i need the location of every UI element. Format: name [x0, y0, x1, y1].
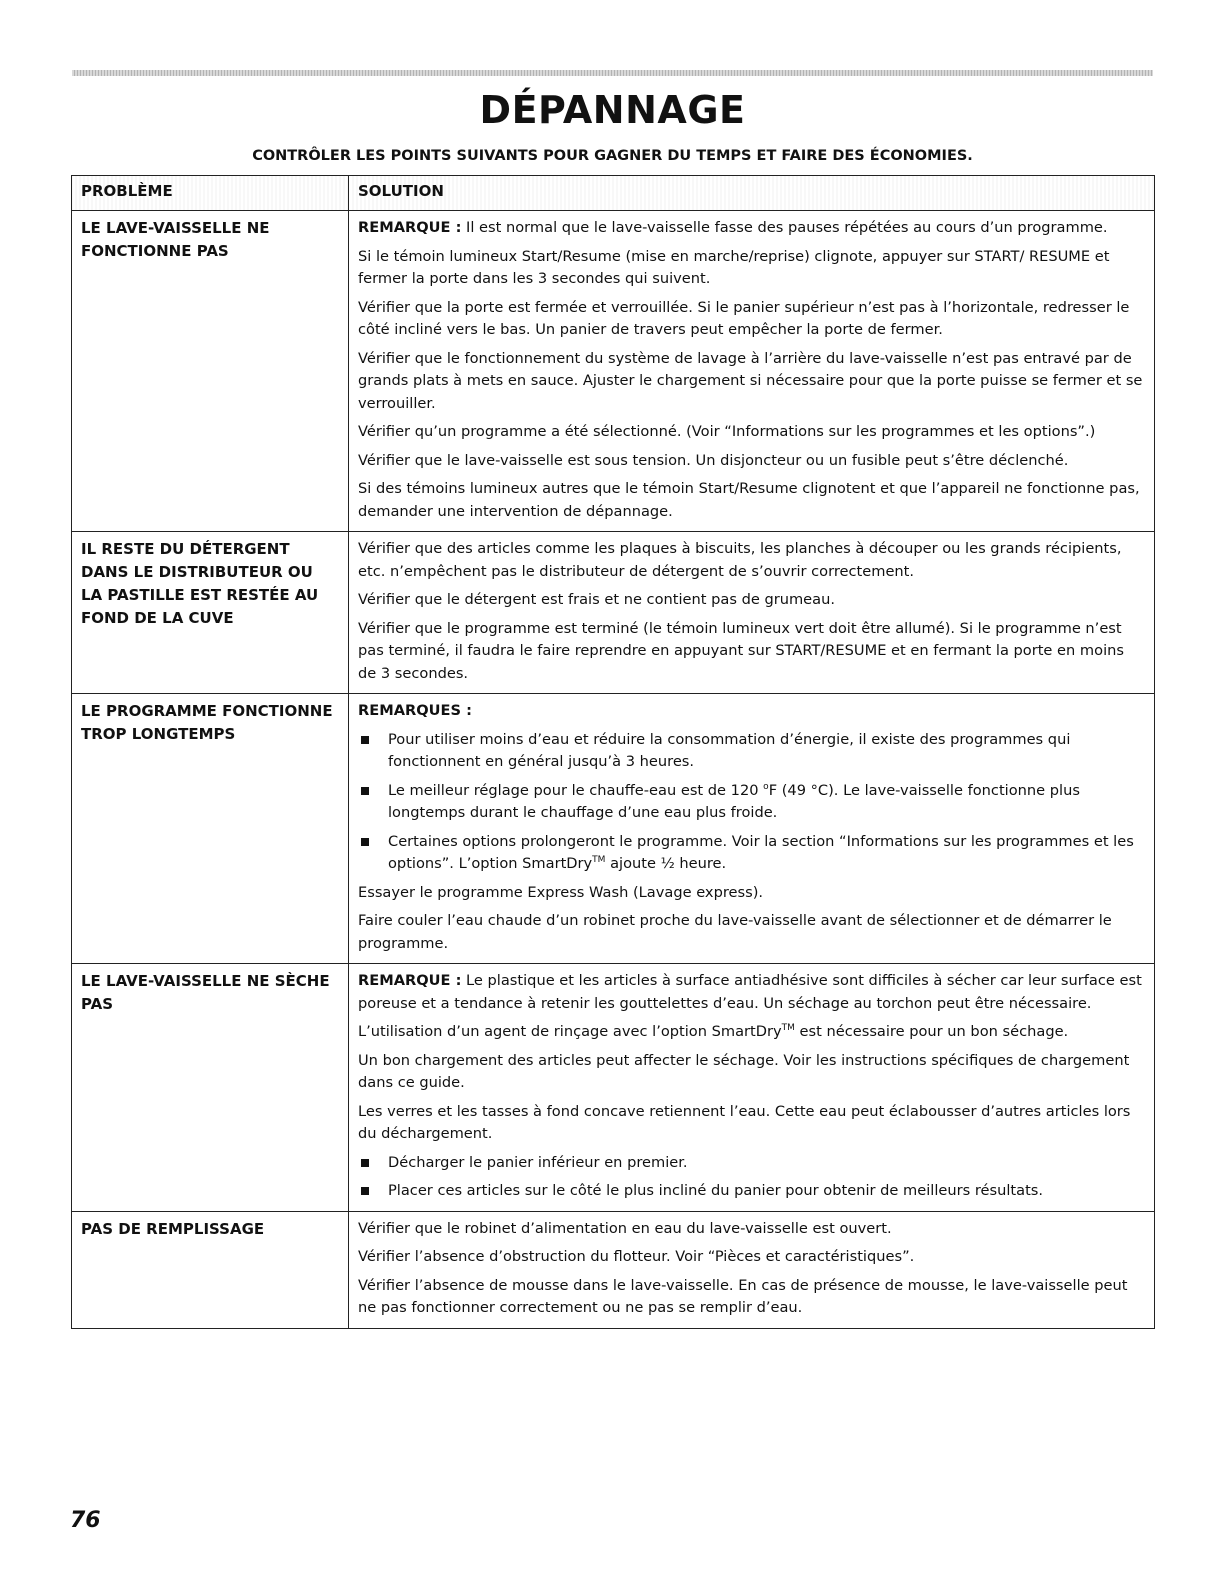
bullet-text: Le meilleur réglage pour le chauffe-eau est de 120 — [388, 781, 764, 799]
remark-text: Le plastique et les articles à surface antiadhésive sont difficiles à sécher car leur surface est poreuse et a tendance à retenir les gouttelettes d’eau. Un séchage au torchon peut être nécessaire. — [358, 972, 1142, 1012]
square-bullet-icon — [361, 838, 369, 846]
problem-cell: LE PROGRAMME FONCTIONNE TROP LONGTEMPS — [72, 694, 349, 964]
solution-paragraph: Vérifier que le programme est terminé (le témoin lumineux vert doit être allumé). Si le programme n’est pas terminé, il faudra le faire reprendre en appuyant sur START/RESUME et en fermant la porte en moins de 3 secondes. — [358, 619, 1124, 682]
square-bullet-icon — [361, 787, 369, 795]
paragraph-text: est nécessaire pour un bon séchage. — [794, 1023, 1069, 1040]
square-bullet-icon — [361, 1159, 369, 1167]
page-number: 76 — [70, 1508, 101, 1533]
bullet-item — [358, 1180, 1144, 1203]
bullet-text: Décharger le panier inférieur en premier. — [388, 1153, 688, 1171]
solution-cell — [349, 694, 1155, 964]
solution-paragraph — [358, 1021, 1144, 1044]
degree-superscript: o — [763, 781, 769, 792]
remark — [358, 970, 1144, 1015]
trademark-superscript: TM — [781, 1023, 795, 1034]
solution-cell — [349, 1211, 1155, 1328]
solution-paragraph: Vérifier que le détergent est frais et ne contient pas de grumeau. — [358, 591, 835, 608]
header-problem: PROBLÈME — [72, 176, 349, 211]
bullet-text: ajoute ½ heure. — [605, 855, 727, 872]
solution-cell — [349, 211, 1155, 532]
problem-cell: IL RESTE DU DÉTERGENT DANS LE DISTRIBUTEUR OU LA PASTILLE EST RESTÉE AU FOND DE LA CUVE — [72, 532, 349, 694]
solution-paragraph: Un bon chargement des articles peut affecter le séchage. Voir les instructions spécifiques de chargement dans ce guide. — [358, 1051, 1130, 1091]
paragraph-text: L’utilisation d’un agent de rinçage avec l’option SmartDry — [358, 1023, 782, 1040]
solution-cell — [349, 964, 1155, 1212]
table-row — [72, 211, 1155, 532]
remark-label: REMARQUE : — [358, 972, 462, 989]
solution-paragraph: Si des témoins lumineux autres que le témoin Start/Resume clignotent et que l’appareil ne fonctionne pas, demander une intervention de dépannage. — [358, 480, 1140, 520]
remark-label: REMARQUES : — [358, 702, 472, 719]
page-title: DÉPANNAGE — [479, 88, 746, 132]
header-solution: SOLUTION — [349, 176, 1155, 211]
solution-cell — [349, 532, 1155, 694]
page-subtitle: CONTRÔLER LES POINTS SUIVANTS POUR GAGNER DU TEMPS ET FAIRE DES ÉCONOMIES. — [252, 148, 973, 164]
table-row — [72, 1211, 1155, 1328]
bullet-text: F (49 °C). Le lave-vaisselle fonctionne plus longtemps durant le chauffage d’une eau plus froide. — [388, 781, 1080, 821]
bullet-text: Placer ces articles sur le côté le plus incliné du panier pour obtenir de meilleurs résultats. — [388, 1182, 1044, 1199]
table-header-row — [72, 176, 1155, 211]
bullet-text: Pour utiliser moins d’eau et réduire la consommation d’énergie, il existe des programmes qui fonctionnent en général jusqu’à 3 heures. — [388, 730, 1071, 770]
remark — [358, 700, 1144, 723]
solution-paragraph: Vérifier l’absence d’obstruction du flotteur. Voir “Pièces et caractéristiques”. — [358, 1248, 915, 1265]
problem-cell: PAS DE REMPLISSAGE — [72, 1211, 349, 1328]
remark-text: Il est normal que le lave-vaisselle fasse des pauses répétées au cours d’un programme. — [461, 219, 1108, 236]
table-row — [72, 694, 1155, 964]
table-row — [72, 532, 1155, 694]
bullet-item — [358, 1152, 1144, 1175]
solution-paragraph: Faire couler l’eau chaude d’un robinet proche du lave-vaisselle avant de sélectionner et de démarrer le programme. — [358, 912, 1112, 952]
remark-label: REMARQUE : — [358, 219, 462, 236]
bullet-text: Certaines options prolongeront le programme. Voir la section “Informations sur les programmes et les options”. L’option SmartDry — [388, 832, 1134, 872]
bullet-item — [358, 831, 1144, 876]
solution-paragraph: Essayer le programme Express Wash (Lavage express). — [358, 883, 764, 901]
solution-paragraph: Vérifier que le lave-vaisselle est sous tension. Un disjoncteur ou un fusible peut s’être déclenché. — [358, 451, 1069, 469]
solution-paragraph: Si le témoin lumineux Start/Resume (mise en marche/reprise) clignote, appuyer sur START/ RESUME et fermer la porte dans les 3 secondes qui suivent. — [358, 247, 1110, 287]
solution-paragraph: Vérifier l’absence de mousse dans le lave-vaisselle. En cas de présence de mousse, le lave-vaisselle peut ne pas fonctionner correctement ou ne pas se remplir d’eau. — [358, 1276, 1128, 1316]
top-rule — [72, 70, 1153, 76]
solution-paragraph: Vérifier que le fonctionnement du système de lavage à l’arrière du lave-vaisselle n’est pas entravé par de grands plats à mets en sauce. Ajuster le chargement si nécessaire pour que la porte puisse se fermer et se verrouiller. — [358, 349, 1143, 412]
troubleshooting-table — [71, 175, 1155, 1329]
square-bullet-icon — [361, 736, 369, 744]
bullet-item — [358, 780, 1144, 825]
solution-paragraph: Vérifier que des articles comme les plaques à biscuits, les planches à découper ou les grands récipients, etc. n’empêchent pas le distributeur de détergent de s’ouvrir correctement. — [358, 540, 1122, 580]
solution-paragraph: Vérifier que le robinet d’alimentation en eau du lave-vaisselle est ouvert. — [358, 1219, 892, 1237]
solution-paragraph: Vérifier que la porte est fermée et verrouillée. Si le panier supérieur n’est pas à l’horizontale, redresser le côté incliné vers le bas. Un panier de travers peut empêcher la porte de fermer. — [358, 298, 1130, 338]
remark — [358, 217, 1144, 240]
bullet-item — [358, 729, 1144, 774]
problem-cell: LE LAVE-VAISSELLE NE SÈCHE PAS — [72, 964, 349, 1212]
solution-paragraph: Vérifier qu’un programme a été sélectionné. (Voir “Informations sur les programmes et les options”.) — [358, 423, 1096, 440]
trademark-superscript: TM — [592, 855, 606, 866]
table-row — [72, 964, 1155, 1212]
square-bullet-icon — [361, 1187, 369, 1195]
problem-cell: LE LAVE-VAISSELLE NE FONCTIONNE PAS — [72, 211, 349, 532]
solution-paragraph: Les verres et les tasses à fond concave retiennent l’eau. Cette eau peut éclabousser d’autres articles lors du déchargement. — [358, 1102, 1131, 1142]
